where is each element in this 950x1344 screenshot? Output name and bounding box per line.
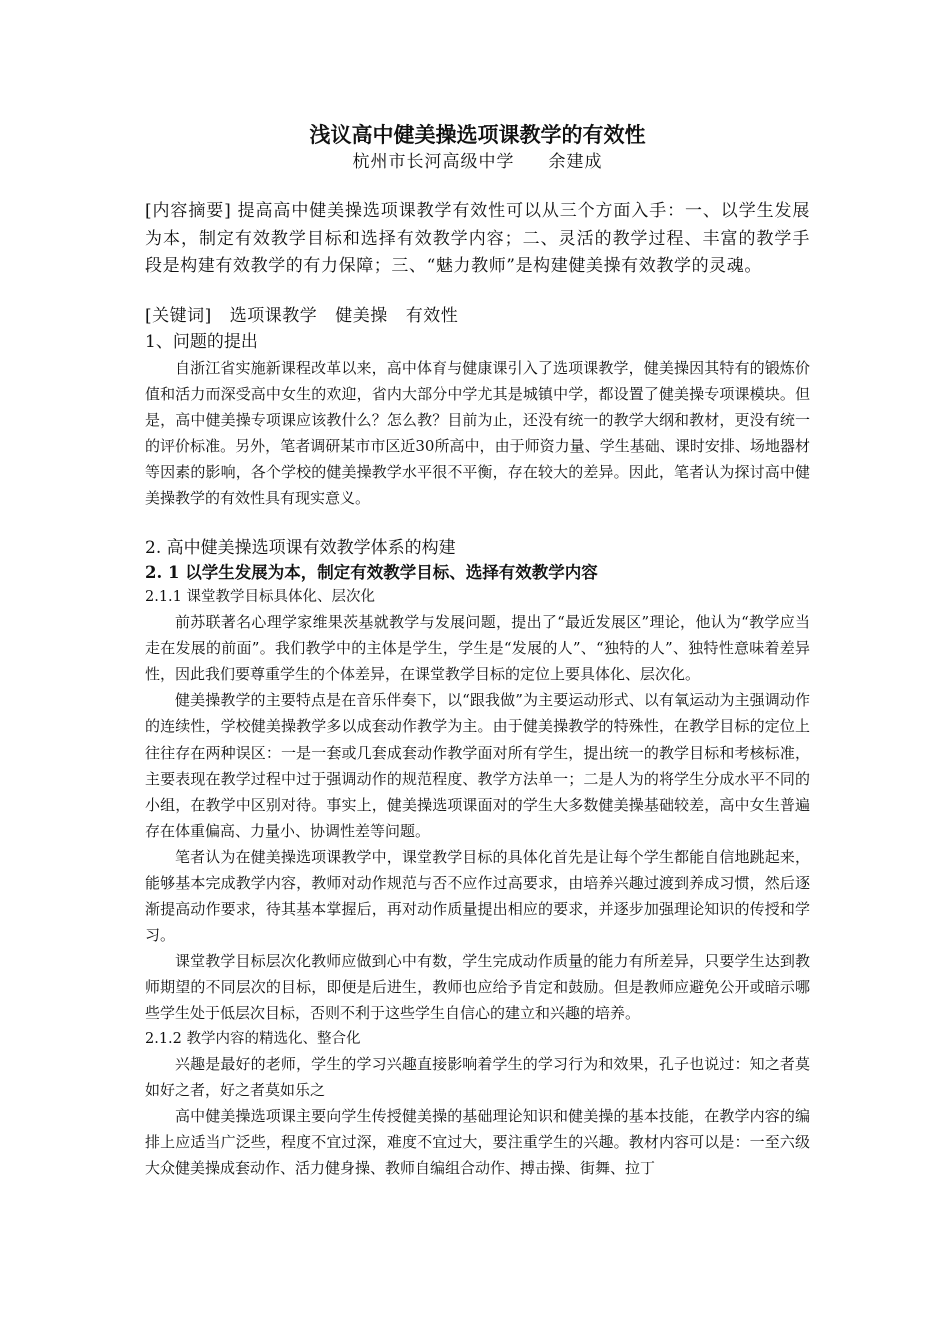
abstract: [内容摘要] 提高高中健美操选项课教学有效性可以从三个方面入手：一、以学生发展为本，制定有效教学目标和选择有效教学内容；二、灵活的教学过程、丰富的教学手段是构建有效教学的有力保障；三、“魅力教师”是构建健美操有效教学的灵魂。 (145, 201, 810, 276)
body-paragraph: 笔者认为在健美操选项课教学中，课堂教学目标的具体化首先是让每个学生都能自信地跳起来，能够基本完成教学内容，教师对动作规范与否不应作过高要求，由培养兴趣过渡到养成习惯，然后逐渐提高动作要求，待其基本掌握后，再对动作质量提出相应的要求，并逐步加强理论知识的传授和学习。 (145, 847, 810, 945)
keywords (145, 303, 810, 329)
author-name: 余建成 (548, 152, 603, 172)
keywords-label: [关键词] (145, 305, 212, 326)
body-paragraph: 高中健美操选项课主要向学生传授健美操的基础理论知识和健美操的基本技能，在教学内容的编排上应适当广泛些，程度不宜过深，难度不宜过大，要注重学生的兴趣。教材内容可以是：一至六级大众健美操成套动作、活力健身操、教师自编组合动作、搏击操、街舞、拉丁 (145, 1106, 810, 1177)
section-2-heading: 2. 高中健美操选项课有效教学体系的构建 (145, 538, 456, 559)
section-2-1-heading: 2. 1 以学生发展为本，制定有效教学目标、选择有效教学内容 (145, 563, 598, 583)
keyword-item: 有效性 (405, 305, 459, 326)
author-school: 杭州市长河高级中学 (352, 152, 515, 172)
section-2-1-1-heading: 2.1.1 课堂教学目标具体化、层次化 (145, 589, 376, 606)
document-title: 浅议高中健美操选项课教学的有效性 (309, 122, 646, 147)
author-line (145, 150, 810, 174)
body-paragraph: 课堂教学目标层次化教师应做到心中有数，学生完成动作质量的能力有所差异，只要学生达到教师期望的不同层次的目标，即便是后进生，教师也应给予肯定和鼓励。但是教师应避免公开或暗示哪些学生处于低层次目标，否则不利于这些学生自信心的建立和兴趣的培养。 (145, 952, 810, 1023)
body-paragraph: 兴趣是最好的老师，学生的学习兴趣直接影响着学生的学习行为和效果，孔子也说过：知之者莫如好之者，好之者莫如乐之 (145, 1054, 810, 1099)
section-2-1-2-heading: 2.1.2 教学内容的精选化、整合化 (145, 1030, 361, 1047)
body-paragraph: 健美操教学的主要特点是在音乐伴奏下，以“跟我做”为主要运动形式、以有氧运动为主强调动作的连续性，学校健美操教学多以成套动作教学为主。由于健美操教学的特殊性，在教学目标的定位上往往存在两种误区：一是一套或几套成套动作教学面对所有学生，提出统一的教学目标和考核标准，主要表现在教学过程中过于强调动作的规范程度、教学方法单一；二是人为的将学生分成水平不同的小组，在教学中区别对待。事实上，健美操选项课面对的学生大多数健美操基础较差，高中女生普遍存在体重偏高、力量小、协调性差等问题。 (145, 691, 810, 840)
section-1-paragraph: 自浙江省实施新课程改革以来，高中体育与健康课引入了选项课教学，健美操因其特有的锻炼价值和活力而深受高中女生的欢迎，省内大部分中学尤其是城镇中学，都设置了健美操专项课模块。但是，高中健美操专项课应该教什么？怎么教？目前为止，还没有统一的教学大纲和教材，更没有统一的评价标准。另外，笔者调研某市市区近30所高中，由于师资力量、学生基础、课时安排、场地器材等因素的影响，各个学校的健美操教学水平很不平衡，存在较大的差异。因此，笔者认为探讨高中健美操教学的有效性具有现实意义。 (145, 358, 810, 507)
keyword-item: 健美操 (335, 305, 388, 326)
body-paragraph: 前苏联著名心理学家维果茨基就教学与发展问题，提出了“最近发展区”理论，他认为“教学应当走在发展的前面”。我们教学中的主体是学生，学生是“发展的人”、“独特的人”、独特性意味着差异性，因此我们要尊重学生的个体差异，在课堂教学目标的定位上要具体化、层次化。 (145, 613, 810, 684)
section-1-heading: 1、问题的提出 (145, 331, 258, 352)
keyword-item: 选项课教学 (229, 305, 318, 326)
document-page (145, 120, 810, 1181)
